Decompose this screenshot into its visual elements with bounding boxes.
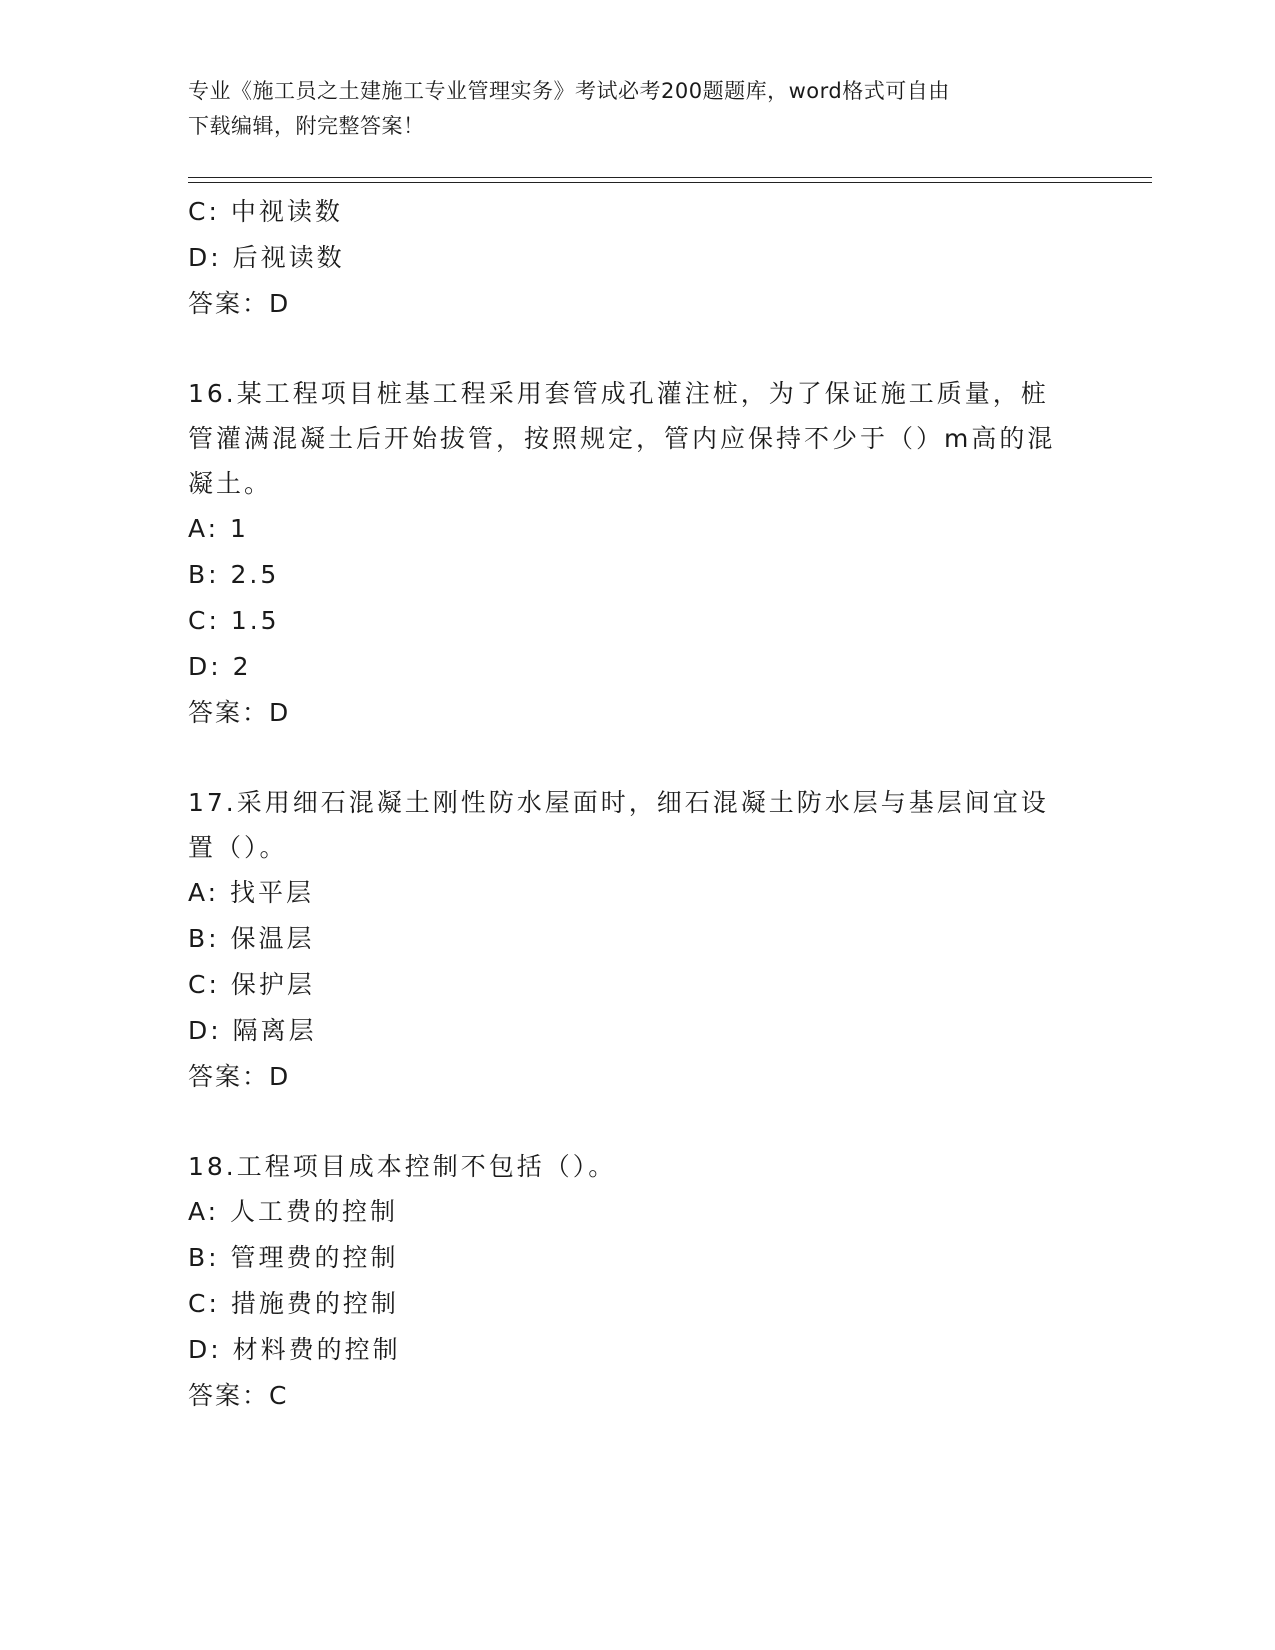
page-header [188, 74, 1068, 144]
header-line-1: 专业《施工员之土建施工专业管理实务》考试必考200题题库，word格式可自由 [188, 79, 950, 103]
question-stem-line: 凝土。 [188, 469, 273, 498]
option-d: D: 2 [188, 652, 252, 681]
question-stem-line: 置（）。 [188, 833, 288, 862]
header-line-2: 下载编辑，附完整答案！ [188, 114, 425, 138]
answer: 答案：C [188, 1381, 289, 1410]
option-a: A: 1 [188, 514, 249, 543]
answer: 答案：D [188, 698, 291, 727]
question-15 [188, 189, 1088, 327]
question-stem-line: 17.采用细石混凝土刚性防水屋面时，细石混凝土防水层与基层间宜设 [188, 788, 1049, 817]
option-b: B: 管理费的控制 [188, 1243, 399, 1272]
question-stem-line: 管灌满混凝土后开始拔管，按照规定，管内应保持不少于（）m高的混 [188, 424, 1056, 453]
question-stem-line: 18.工程项目成本控制不包括（）。 [188, 1152, 617, 1181]
option-d: D: 隔离层 [188, 1016, 317, 1045]
answer: 答案：D [188, 289, 291, 318]
question-16 [188, 371, 1088, 736]
header-divider-top [188, 177, 1152, 178]
question-18 [188, 1144, 1088, 1419]
option-c: C: 中视读数 [188, 197, 343, 226]
option-c: C: 1.5 [188, 606, 280, 635]
option-a: A: 找平层 [188, 878, 315, 907]
question-list [188, 189, 1088, 1419]
question-spacer [188, 327, 1088, 371]
question-spacer [188, 736, 1088, 780]
question-17 [188, 780, 1088, 1100]
option-a: A: 人工费的控制 [188, 1197, 399, 1226]
option-d: D: 材料费的控制 [188, 1335, 401, 1364]
header-divider-bottom [188, 182, 1152, 183]
option-c: C: 措施费的控制 [188, 1289, 399, 1318]
question-spacer [188, 1100, 1088, 1144]
question-stem-line: 16.某工程项目桩基工程采用套管成孔灌注桩，为了保证施工质量，桩 [188, 379, 1049, 408]
option-b: B: 保温层 [188, 924, 315, 953]
option-c: C: 保护层 [188, 970, 315, 999]
option-b: B: 2.5 [188, 560, 280, 589]
answer: 答案：D [188, 1062, 291, 1091]
option-d: D: 后视读数 [188, 243, 345, 272]
